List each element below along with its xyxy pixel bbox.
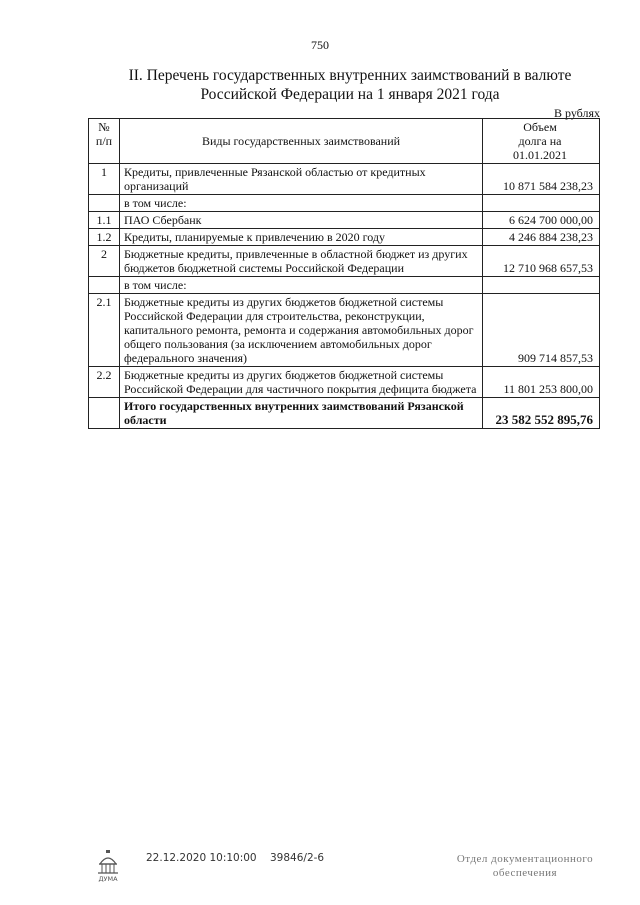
department-stamp (440, 852, 610, 880)
department-stamp-line-2: обеспечения (492, 867, 558, 879)
total-amount: 23 582 552 895,76 (483, 398, 600, 429)
header-number-abbr: п/п (95, 134, 113, 148)
row-amount (483, 195, 600, 212)
table-total-row (89, 398, 600, 429)
row-description: Кредиты, привлеченные Рязанской областью от кредитных организаций (120, 164, 483, 195)
title-line-1: II. Перечень государственных внутренних заимствований в валюте (128, 67, 572, 84)
row-amount: 12 710 968 657,53 (483, 246, 600, 277)
table-row (89, 277, 600, 294)
footer-datetime: 22.12.2020 10:10:00 (146, 852, 257, 864)
total-number (89, 398, 120, 429)
row-number: 2.1 (89, 294, 120, 367)
header-description: Виды государственных заимствований (120, 119, 483, 164)
footer-document-number: 39846/2-6 (270, 852, 325, 864)
borrowings-table (88, 118, 600, 429)
row-number: 2.2 (89, 367, 120, 398)
table-row (89, 164, 600, 195)
row-description: в том числе: (120, 195, 483, 212)
units-label: В рублях (553, 106, 600, 120)
header-number (89, 119, 120, 164)
table-row (89, 195, 600, 212)
row-number: 1.1 (89, 212, 120, 229)
row-number: 1.2 (89, 229, 120, 246)
title-line-2: Российской Федерации на 1 января 2021 года (200, 86, 500, 103)
row-amount: 10 871 584 238,23 (483, 164, 600, 195)
row-description: Бюджетные кредиты из других бюджетов бюджетной системы Российской Федерации для строительства, реконструкции, капитального ремонта, ремонта и содержания автомобильных дорог общего пользования (за исключением автомобильных дорог федерального значения) (120, 294, 483, 367)
row-description: Бюджетные кредиты из других бюджетов бюджетной системы Российской Федерации для частичного покрытия дефицита бюджета (120, 367, 483, 398)
header-amount-line-3: 01.01.2021 (513, 148, 567, 162)
header-amount-line-1: Объем (523, 120, 557, 134)
row-amount: 909 714 857,53 (483, 294, 600, 367)
row-number: 2 (89, 246, 120, 277)
table-row (89, 246, 600, 277)
duma-logo-icon (94, 848, 122, 884)
table-row (89, 294, 600, 367)
row-number (89, 277, 120, 294)
document-title (100, 66, 600, 104)
document-footer (0, 848, 640, 888)
row-number: 1 (89, 164, 120, 195)
table-header-row (89, 119, 600, 164)
row-amount: 4 246 884 238,23 (483, 229, 600, 246)
table-row (89, 212, 600, 229)
header-amount-line-2: долга на (518, 134, 562, 148)
logo-text: ДУМА (98, 875, 118, 883)
row-description: Кредиты, планируемые к привлечению в 2020 году (120, 229, 483, 246)
row-number (89, 195, 120, 212)
header-number-sign: № (98, 120, 110, 134)
table-row (89, 367, 600, 398)
row-amount (483, 277, 600, 294)
header-amount (483, 119, 600, 164)
row-amount: 11 801 253 800,00 (483, 367, 600, 398)
row-description: Бюджетные кредиты, привлеченные в областной бюджет из других бюджетов бюджетной системы Российской Федерации (120, 246, 483, 277)
total-description: Итого государственных внутренних заимствований Рязанской области (120, 398, 483, 429)
row-description: ПАО Сбербанк (120, 212, 483, 229)
table-row (89, 229, 600, 246)
row-description: в том числе: (120, 277, 483, 294)
department-stamp-line-1: Отдел документационного (456, 853, 594, 865)
page-number: 750 (311, 38, 329, 52)
row-amount: 6 624 700 000,00 (483, 212, 600, 229)
